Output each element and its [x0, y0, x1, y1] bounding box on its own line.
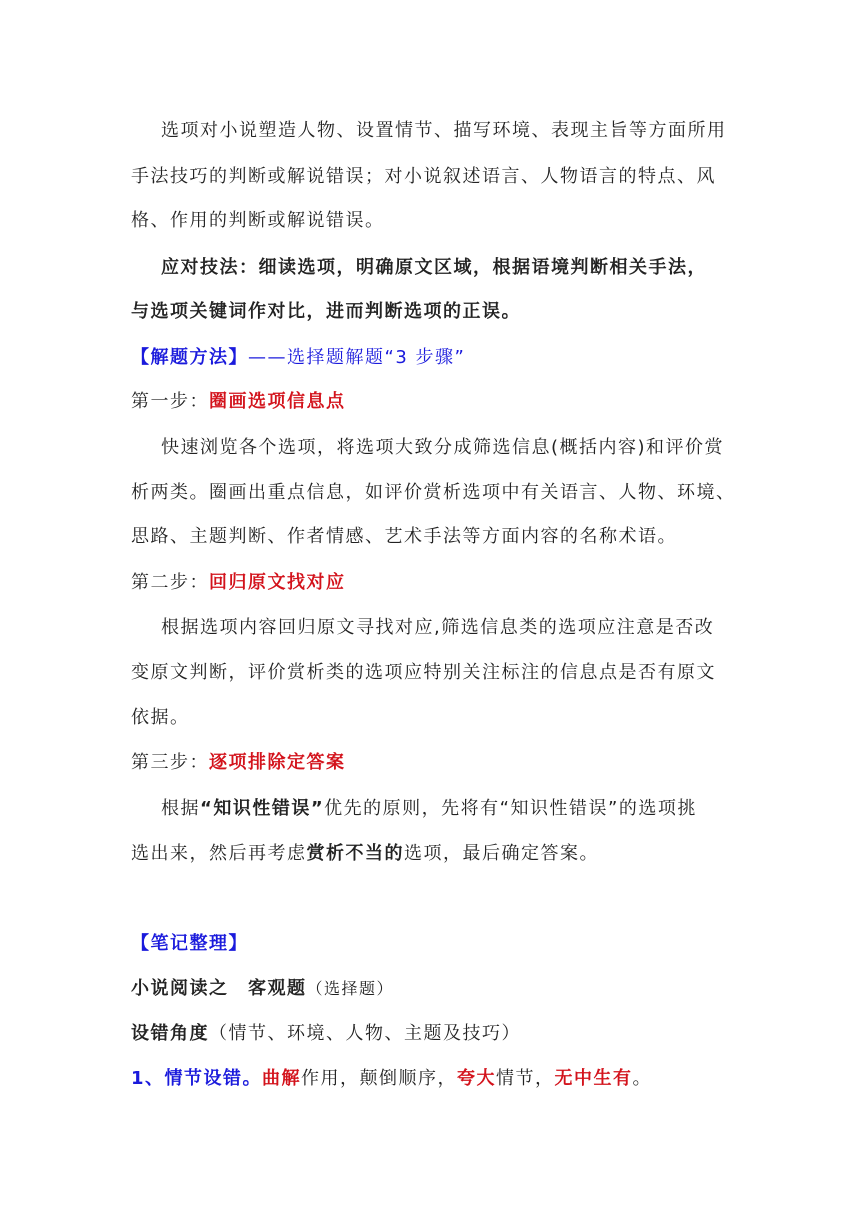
step1-heading [131, 387, 731, 413]
step1-prefix: 第一步： [131, 391, 209, 412]
notes-label: 【笔记整理】 [131, 933, 248, 954]
step2-heading [131, 568, 731, 594]
step3-title: 逐项排除定答案 [209, 752, 346, 773]
notes-angle-a: 设错角度 [131, 1023, 209, 1044]
notes-item1-g: 。 [632, 1068, 653, 1089]
step3-line-1-a: 根据 [161, 798, 200, 819]
step3-line-1-c: 优先的原则，先将有“知识性错误”的选项挑 [324, 798, 697, 819]
step3-line-2 [131, 839, 731, 865]
step2-line-2: 变原文判断，评价赏析类的选项应特别关注标注的信息点是否有原文 [131, 662, 716, 683]
step2-title: 回归原文找对应 [209, 572, 346, 593]
notes-angle [131, 1019, 731, 1045]
notes-item1-e: 情节， [496, 1068, 555, 1089]
notes-item1-a: 1、情节设错。 [131, 1068, 263, 1089]
step3-prefix: 第三步： [131, 752, 209, 773]
step2-prefix: 第二步： [131, 572, 209, 593]
notes-item1-f: 无中生有 [554, 1068, 633, 1089]
notes-item-1 [131, 1064, 731, 1090]
notes-subtitle-a: 小说阅读之 客观题 [131, 978, 307, 999]
step3-line-2-a: 选出来，然后再考虑 [131, 843, 307, 864]
method-heading [131, 343, 731, 369]
step2-line-1: 根据选项内容回归原文寻找对应,筛选信息类的选项应注意是否改 [161, 617, 715, 638]
strategy-line-1: 应对技法：细读选项，明确原文区域，根据语境判断相关手法， [161, 257, 707, 278]
step1-title: 圈画选项信息点 [209, 391, 346, 412]
step1-line-1: 快速浏览各个选项，将选项大致分成筛选信息(概括内容)和评价赏 [161, 437, 725, 458]
notes-subtitle [131, 974, 731, 1000]
notes-item1-d: 夸大 [457, 1068, 497, 1089]
notes-item1-c: 作用，颠倒顺序， [301, 1068, 458, 1089]
notes-subtitle-b: （选择题） [306, 979, 395, 998]
strategy-line-2: 与选项关键词作对比，进而判断选项的正误。 [131, 301, 521, 322]
method-text: ——选择题解题“3 步骤” [248, 347, 466, 368]
intro-line-1: 选项对小说塑造人物、设置情节、描写环境、表现主旨等方面所用 [161, 120, 727, 141]
method-label: 【解题方法】 [131, 347, 248, 368]
step3-heading [131, 748, 731, 774]
step3-line-1-b: “知识性错误” [200, 798, 325, 819]
step1-line-3: 思路、主题判断、作者情感、艺术手法等方面内容的名称术语。 [131, 526, 677, 547]
step3-line-1 [161, 794, 761, 820]
notes-angle-b: （情节、环境、人物、主题及技巧） [209, 1023, 521, 1044]
step2-line-3: 依据。 [131, 707, 190, 728]
step3-line-2-c: 选项，最后确定答案。 [404, 843, 599, 864]
step1-line-2: 析两类。圈画出重点信息，如评价赏析选项中有关语言、人物、环境、 [131, 482, 736, 503]
intro-line-2: 手法技巧的判断或解说错误；对小说叙述语言、人物语言的特点、风 [131, 166, 716, 187]
notes-item1-b: 曲解 [262, 1068, 302, 1089]
step3-line-2-b: 赏析不当的 [306, 843, 404, 864]
intro-line-3: 格、作用的判断或解说错误。 [131, 210, 385, 231]
